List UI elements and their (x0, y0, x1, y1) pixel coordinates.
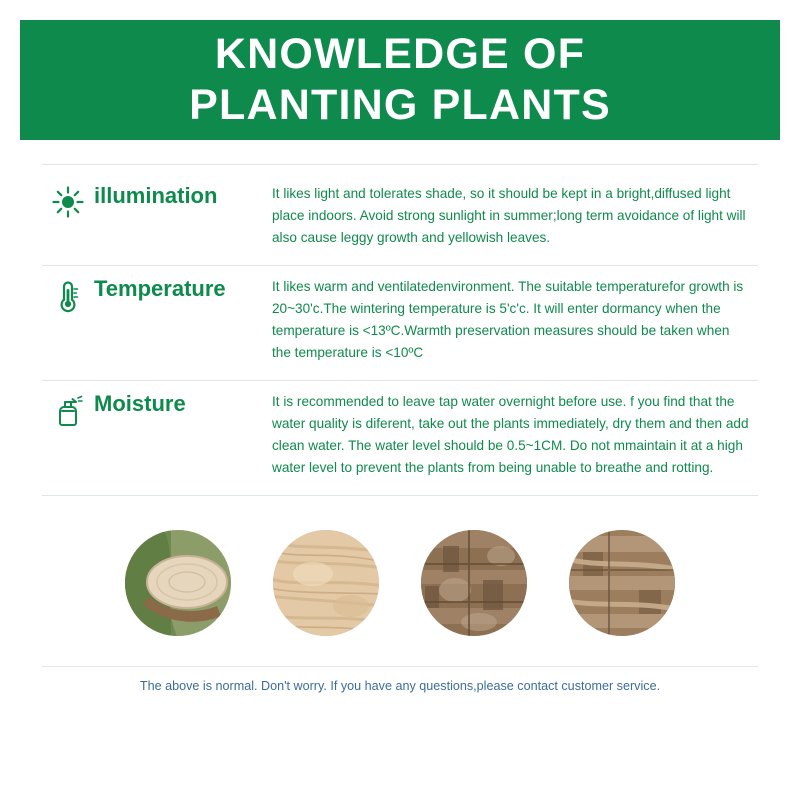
page-title-line-2: PLANTING PLANTS (189, 81, 611, 129)
photo-bark-texture (421, 530, 527, 636)
footer-note: The above is normal. Don't worry. If you have any questions,please contact customer service. (139, 679, 661, 694)
section-title-temperature: Temperature (94, 276, 226, 302)
section-body-illumination: It likes light and tolerates shade, so it should be kept in a bright,diffused light place indoors. Avoid strong sunlight in summer;long term avoidance of light will also cause leggy growth and yellowish leaves. (272, 186, 746, 246)
section-title-moisture: Moisture (94, 391, 186, 417)
section-temperature (42, 266, 758, 381)
section-illumination (42, 164, 758, 266)
photo-wood-grain-closeup (273, 530, 379, 636)
header-banner (20, 20, 780, 140)
photo-cut-wood-slice (125, 530, 231, 636)
photo-strip (20, 530, 780, 636)
page-title-line-1: KNOWLEDGE OF (214, 30, 586, 79)
footer-divider (42, 666, 758, 667)
section-moisture (42, 381, 758, 496)
section-body-moisture: It is recommended to leave tap water overnight before use. f you find that the water quality is diferent, take out the plants immediately, dry them and then add clean water. The water level should be 0.5~1CM. Do not mmaintain it at a high water level to prevent the plants from being unable to breathe and rotting. (272, 394, 749, 476)
spray-bottle-icon (42, 391, 94, 429)
section-body-temperature: It likes warm and ventilatedenvironment. The suitable temperaturefor growth is 20~30'c.The wintering temperature is 5'c'c. It will enter dormancy when the temperature is <13ºC.Warmth preservation measures should be taken when the temperature is <10ºC (272, 279, 744, 361)
care-sections (20, 164, 780, 496)
sun-icon (42, 183, 94, 219)
thermometer-icon (42, 276, 94, 314)
photo-tied-stem (569, 530, 675, 636)
section-title-illumination: illumination (94, 183, 218, 208)
